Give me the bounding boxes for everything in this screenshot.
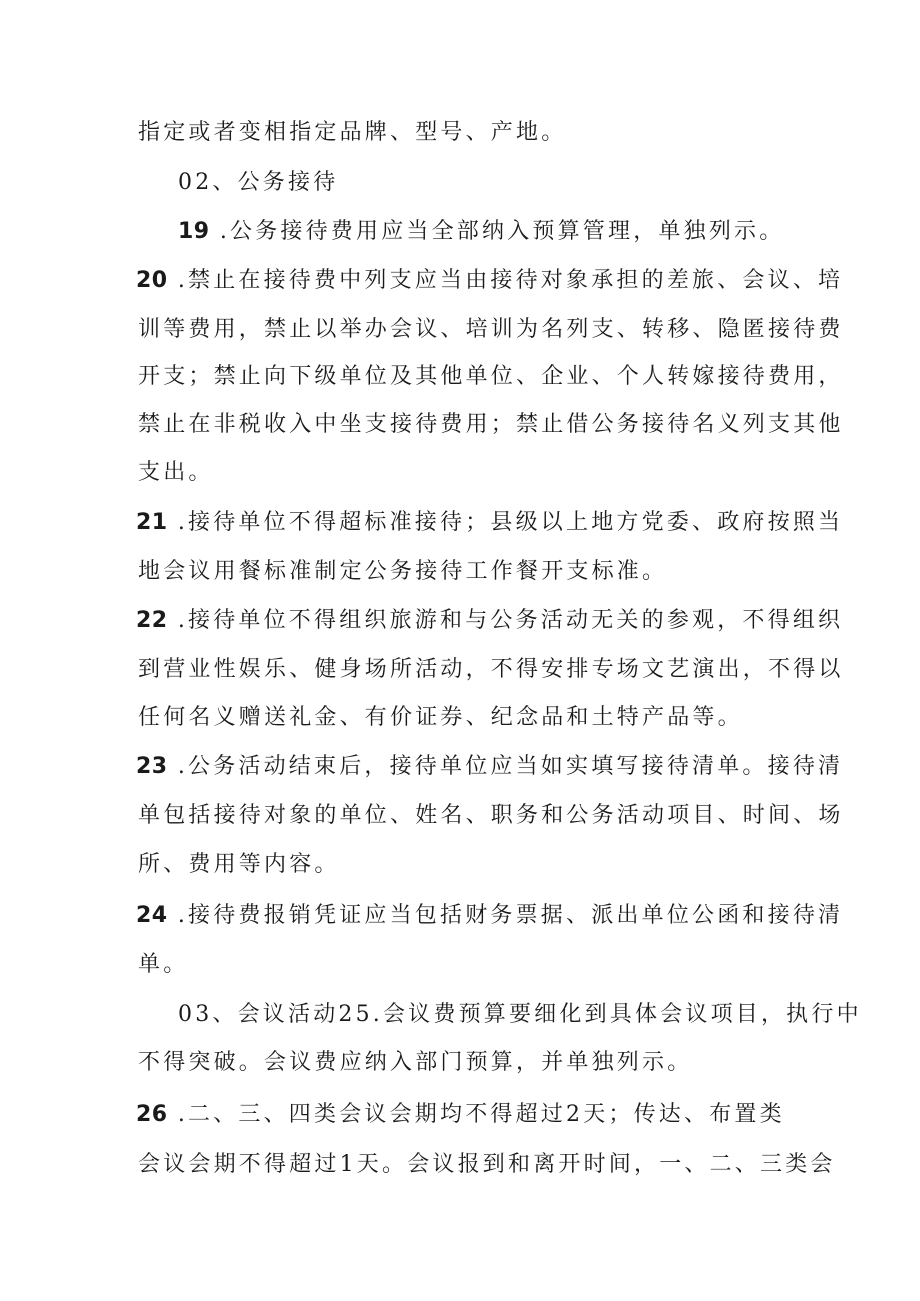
clause-number: 19 [178, 219, 210, 244]
text-line-12 [138, 655, 844, 685]
line-text: 开支；禁止向下级单位及其他单位、企业、个人转嫁接待费用， [138, 364, 844, 389]
line-text: 单。 [138, 952, 189, 977]
line-text: 不得突破。会议费应纳入部门预算，并单独列示。 [138, 1050, 693, 1075]
section-heading-official-reception [178, 168, 838, 198]
line-text: 03、会议活动25.会议费预算要细化到具体会议项目，执行中 [178, 1002, 862, 1027]
text-line-7 [138, 410, 844, 440]
line-text: 会议会期不得超过1天。会议报到和离开时间，一、二、三类会 [138, 1152, 836, 1177]
text-line-13 [138, 703, 798, 733]
section-heading-meetings [178, 1000, 862, 1030]
line-text: 指定或者变相指定品牌、型号、产地。 [138, 120, 567, 145]
line-text: 地会议用餐标准制定公务接待工作餐开支标准。 [138, 559, 668, 584]
text-line-18 [138, 950, 798, 980]
line-text: .接待单位不得组织旅游和与公务活动无关的参观，不得组织 [167, 608, 844, 633]
text-line-6 [138, 362, 844, 392]
clause-19 [178, 217, 838, 247]
line-text: 02、公务接待 [178, 170, 339, 195]
clause-number: 21 [136, 510, 168, 535]
clause-22 [136, 606, 844, 636]
clause-26 [136, 1100, 796, 1130]
text-line-16 [138, 850, 798, 880]
text-line-5 [138, 315, 844, 345]
line-text: 所、费用等内容。 [138, 852, 340, 877]
clause-21 [136, 508, 844, 538]
text-line-10 [138, 557, 798, 587]
text-line-15 [138, 801, 844, 831]
line-text: 任何名义赠送礼金、有价证券、纪念品和土特产品等。 [138, 705, 743, 730]
line-text: 支出。 [138, 460, 214, 485]
text-line-8 [138, 458, 798, 488]
line-text: .接待费报销凭证应当包括财务票据、派出单位公函和接待清 [167, 903, 844, 928]
clause-20 [136, 266, 844, 296]
clause-23 [136, 752, 844, 782]
line-text: 到营业性娱乐、健身场所活动，不得安排专场文艺演出，不得以 [138, 657, 844, 682]
text-line-1 [138, 118, 798, 148]
clause-number: 26 [136, 1102, 168, 1127]
clause-number: 20 [136, 268, 168, 293]
line-text: 训等费用，禁止以举办会议、培训为名列支、转移、隐匿接待费 [138, 317, 844, 342]
clause-number: 24 [136, 903, 168, 928]
clause-number: 22 [136, 608, 168, 633]
text-line-22 [138, 1150, 836, 1180]
line-text: .公务接待费用应当全部纳入预算管理，单独列示。 [209, 219, 785, 244]
line-text: .二、三、四类会议会期均不得超过2天；传达、布置类 [167, 1102, 785, 1127]
text-line-20 [138, 1048, 798, 1078]
clause-number: 23 [136, 754, 168, 779]
line-text: .接待单位不得超标准接待；县级以上地方党委、政府按照当 [167, 510, 844, 535]
line-text: .公务活动结束后，接待单位应当如实填写接待清单。接待清 [167, 754, 844, 779]
clause-24 [136, 901, 844, 931]
line-text: 禁止在非税收入中坐支接待费用；禁止借公务接待名义列支其他 [138, 412, 844, 437]
line-text: 单包括接待对象的单位、姓名、职务和公务活动项目、时间、场 [138, 803, 844, 828]
line-text: .禁止在接待费中列支应当由接待对象承担的差旅、会议、培 [167, 268, 844, 293]
